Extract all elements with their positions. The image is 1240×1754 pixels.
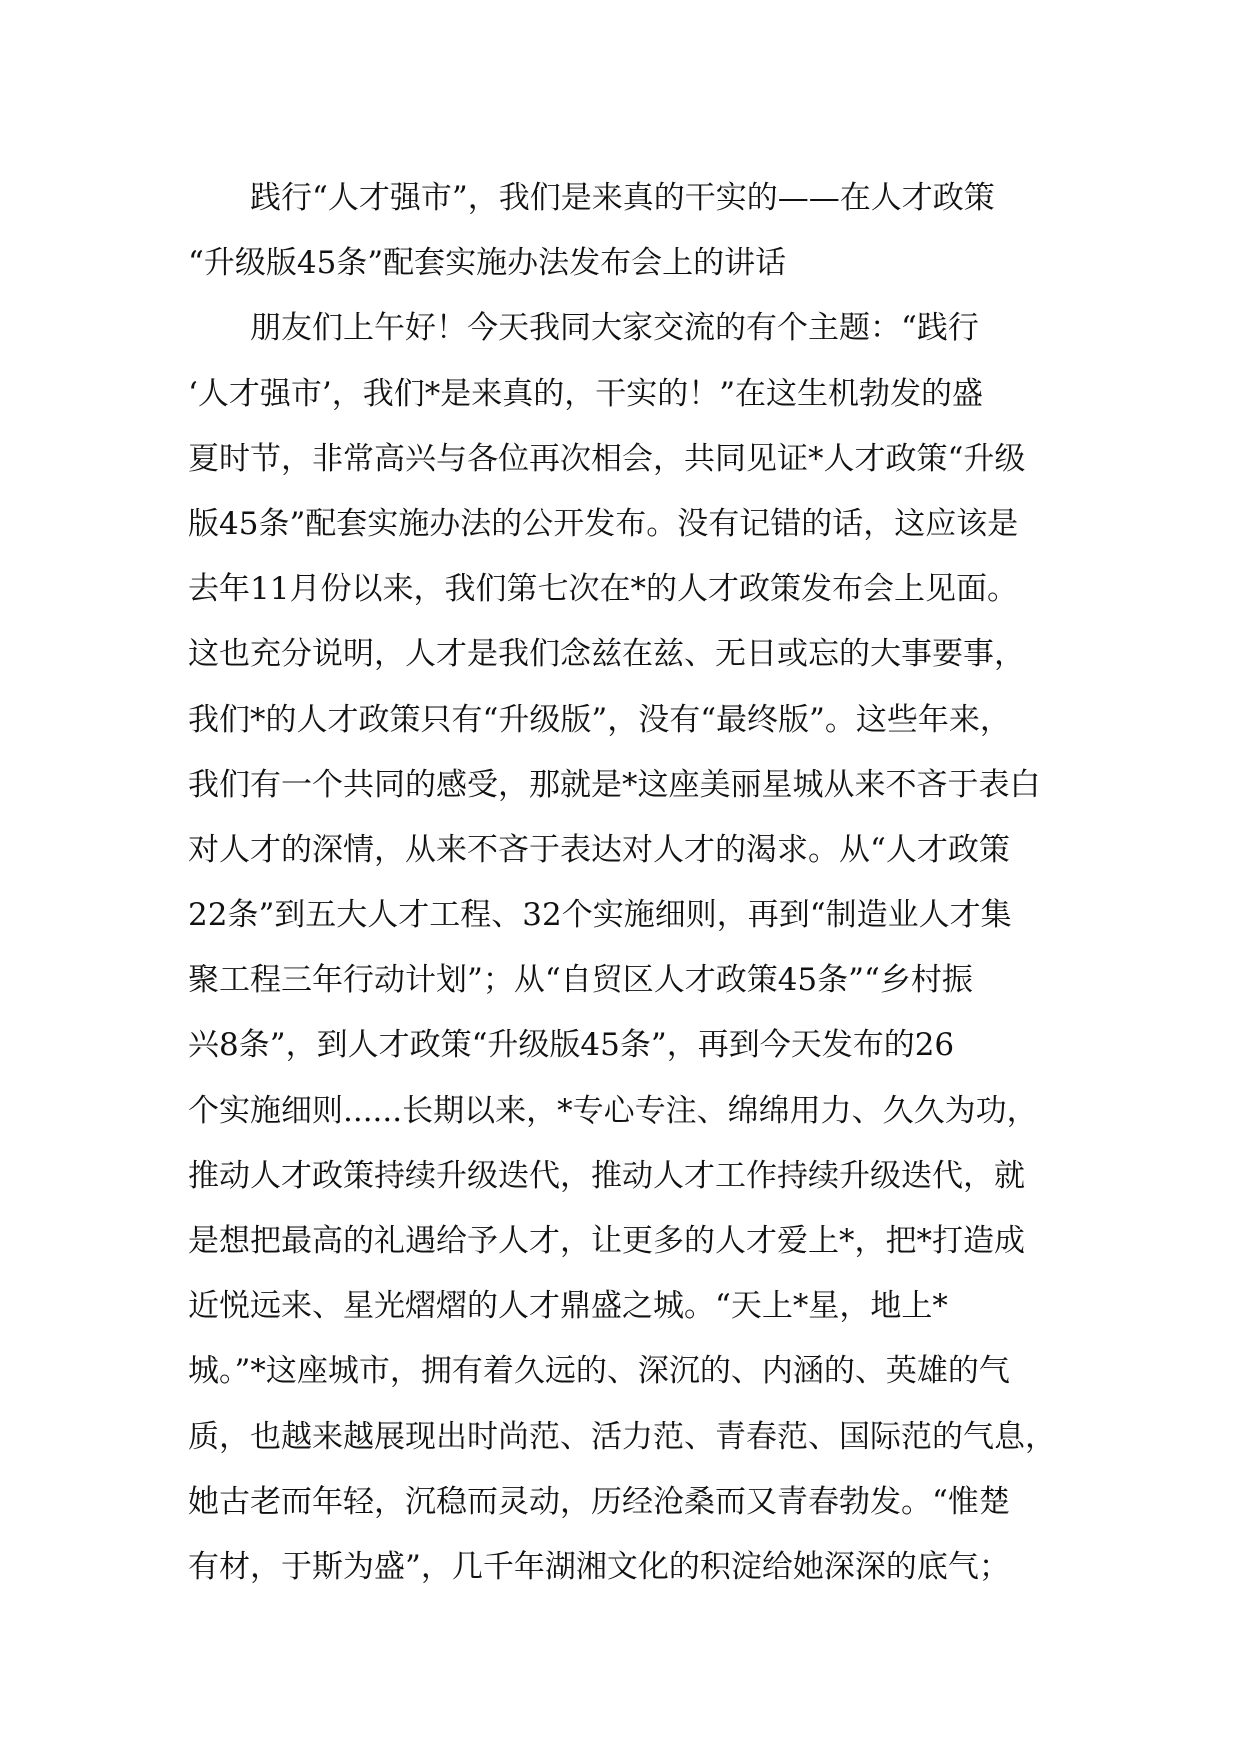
text-line: 推动人才政策持续升级迭代，推动人才工作持续升级迭代，就	[188, 1157, 1025, 1194]
text-line: 版45条”配套实施办法的公开发布。没有记错的话，这应该是	[188, 505, 1019, 542]
speech-title	[188, 166, 1073, 296]
text-line: 我们*的人才政策只有“升级版”，没有“最终版”。这些年来，	[188, 701, 1011, 738]
text-line: 城。”*这座城市，拥有着久远的、深沉的、内涵的、英雄的气	[188, 1353, 1010, 1390]
text-line: 质，也越来越展现出时尚范、活力范、青春范、国际范的气息，	[188, 1418, 1056, 1455]
text-line: 她古老而年轻，沉稳而灵动，历经沧桑而又青春勃发。“惟楚	[188, 1483, 1010, 1520]
title-line: “升级版45条”配套实施办法发布会上的讲话	[188, 245, 787, 282]
speech-paragraph	[188, 296, 1073, 1600]
text-line: 聚工程三年行动计划”；从“自贸区人才政策45条”“乡村振	[188, 962, 973, 999]
text-line: 近悦远来、星光熠熠的人才鼎盛之城。“天上*星，地上*	[188, 1288, 948, 1325]
text-line: ‘人才强市’，我们*是来真的，干实的！”在这生机勃发的盛	[188, 375, 984, 412]
text-line: 去年11月份以来，我们第七次在*的人才政策发布会上见面。	[188, 571, 1018, 608]
text-line: 朋友们上午好！今天我同大家交流的有个主题：“践行	[250, 310, 979, 347]
text-line: 我们有一个共同的感受，那就是*这座美丽星城从来不吝于表白	[188, 766, 1041, 803]
title-line: 践行“人才强市”，我们是来真的干实的——在人才政策	[250, 180, 995, 216]
text-line: 22条”到五大人才工程、32个实施细则，再到“制造业人才集	[188, 897, 1012, 934]
text-line: 有材，于斯为盛”，几千年湖湘文化的积淀给她深深的底气；	[188, 1548, 1010, 1585]
text-line: 是想把最高的礼遇给予人才，让更多的人才爱上*，把*打造成	[188, 1223, 1025, 1259]
text-line: 个实施细则......长期以来，*专心专注、绵绵用力、久久为功，	[188, 1092, 1038, 1129]
text-line: 夏时节，非常高兴与各位再次相会，共同见证*人才政策“升级	[188, 440, 1026, 477]
text-line: 兴8条”，到人才政策“升级版45条”，再到今天发布的26	[188, 1027, 955, 1064]
document-body	[188, 166, 1073, 1600]
text-line: 对人才的深情，从来不吝于表达对人才的渴求。从“人才政策	[188, 831, 1010, 868]
text-line: 这也充分说明，人才是我们念兹在兹、无日或忘的大事要事，	[188, 636, 1025, 673]
